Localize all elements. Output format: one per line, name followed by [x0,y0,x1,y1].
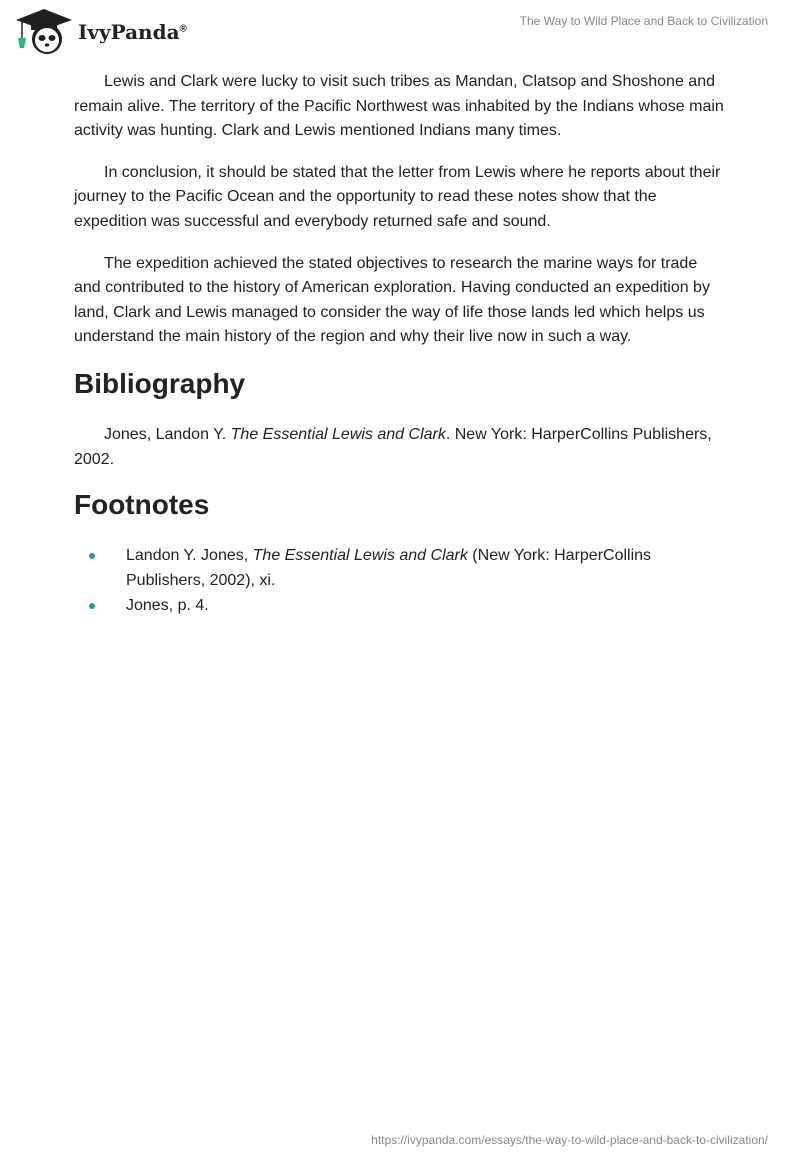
footnote-item [74,594,724,619]
bibliography-entry [74,423,724,472]
bibliography-heading: Bibliography [74,367,246,399]
bib-title: The Essential Lewis and Clark [230,425,446,443]
ivypanda-logo[interactable] [14,8,187,56]
body-paragraph: The expedition achieved the stated objectives to research the marine ways for trade and contributed to the history of American exploration. Having conducted an expedition by land, Clark and Lewis managed to consider the way of life those lands led which helps us understand the main history of the region and why their live now in such a way. [74,254,710,346]
bullet-icon [89,603,95,609]
footnote-text: Landon Y. Jones, [126,547,253,565]
page-header [0,0,800,70]
footnotes-heading: Footnotes [74,489,210,521]
footnote-title: The Essential Lewis and Clark [252,547,468,565]
essay-content [74,70,724,620]
bib-publication: . New York: HarperCollins Publishers, 2002. [74,425,712,468]
footnotes-list [74,544,724,619]
bib-author: Jones, Landon Y. [104,425,231,443]
footnote-text: Jones, p. 4. [126,597,209,615]
body-paragraph: In conclusion, it should be stated that the letter from Lewis where he reports about their journey to the Pacific Ocean and the opportunity to read these notes show that the expedition was successful and everybody returned safe and sound. [74,163,721,230]
registered-mark: ® [179,23,187,35]
footnote-text: (New York: HarperCollins Publishers, 2002), xi. [126,547,652,589]
body-paragraph: Lewis and Clark were lucky to visit such tribes as Mandan, Clatsop and Shoshone and remain alive. The territory of the Pacific Northwest was inhabited by the Indians whose main activity was hunting. Clark and Lewis mentioned Indians many times. [74,73,724,140]
source-url-link[interactable]: https://ivypanda.com/essays/the-way-to-wild-place-and-back-to-civilization/ [371,1133,768,1147]
footnote-item [74,544,724,593]
logo-wordmark: IvyPanda® [78,20,187,44]
bullet-icon [89,553,95,559]
document-title: The Way to Wild Place and Back to Civilization [519,14,768,28]
panda-logo-icon [14,8,74,56]
